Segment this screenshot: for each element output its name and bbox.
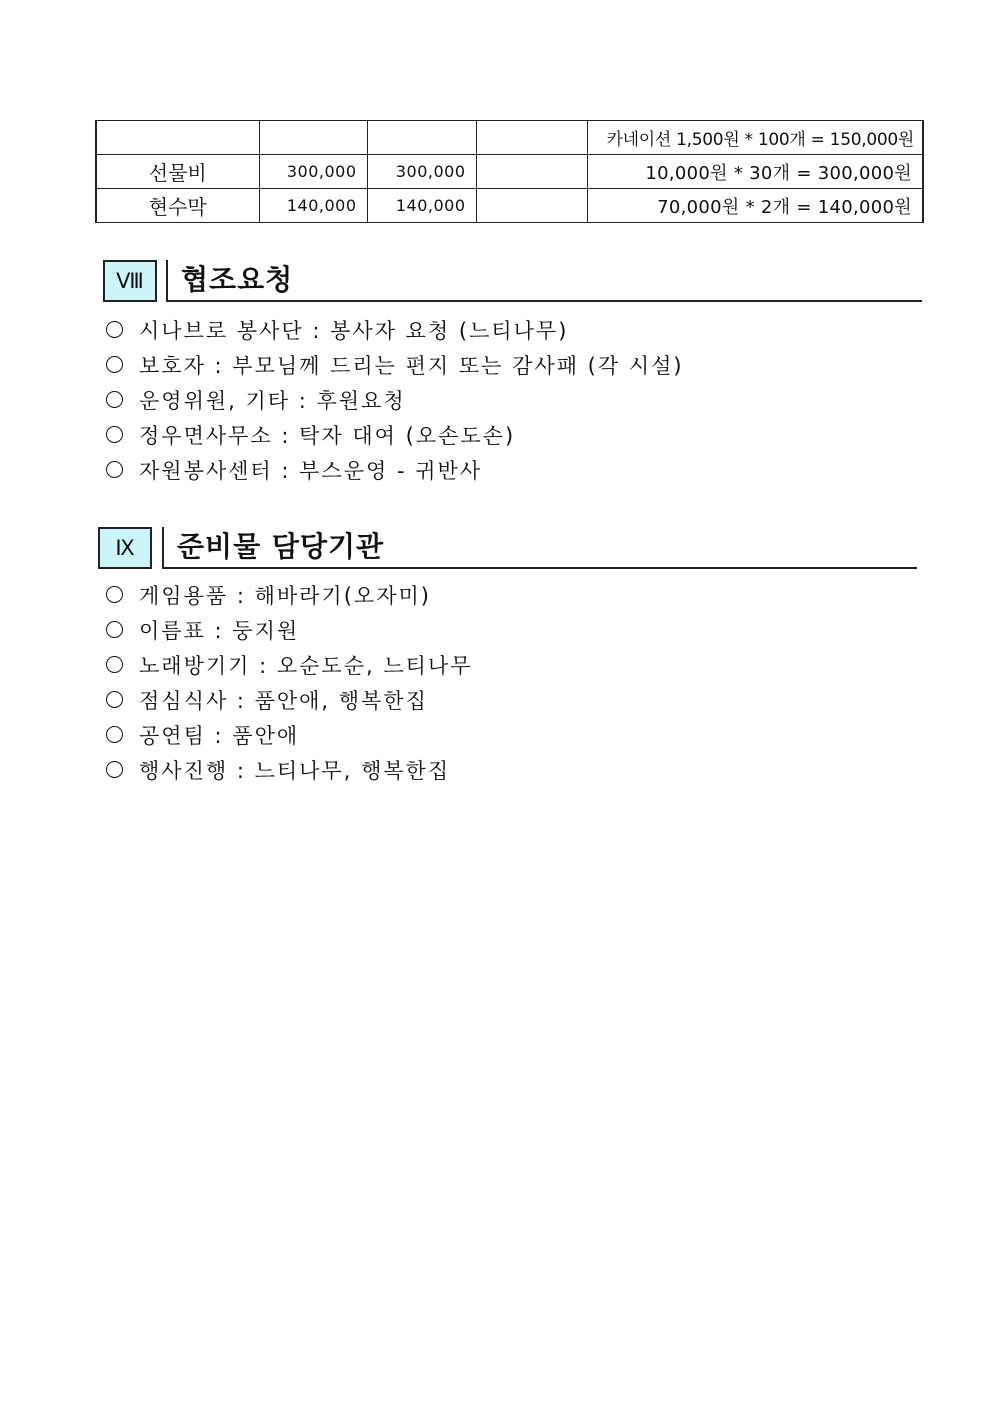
- circle-bullet-icon: [106, 621, 123, 638]
- calculation-note-cell: 10,000원 * 30개 = 300,000원: [587, 155, 923, 189]
- circle-bullet-icon: [106, 461, 123, 478]
- section-9-title: 준비물 담당기관: [177, 530, 385, 563]
- list-item: [106, 452, 684, 487]
- list-item-text: 이름표 : 둥지원: [139, 618, 300, 643]
- heading-rule: [162, 567, 917, 569]
- list-item: [106, 382, 684, 417]
- amount-cell: [476, 189, 587, 223]
- section-8-heading: [0, 260, 992, 310]
- list-item: [106, 647, 473, 682]
- amount-cell: 140,000: [259, 189, 367, 223]
- calculation-note-cell: 카네이션 1,500원 * 100개 = 150,000원: [587, 121, 923, 155]
- circle-bullet-icon: [106, 761, 123, 778]
- list-item: [106, 312, 684, 347]
- circle-bullet-icon: [106, 391, 123, 408]
- list-item-text: 정우면사무소 : 탁자 대여 (오손도손): [139, 423, 516, 448]
- amount-cell: 300,000: [259, 155, 367, 189]
- circle-bullet-icon: [106, 356, 123, 373]
- circle-bullet-icon: [106, 321, 123, 338]
- section-9-numeral: Ⅸ: [98, 527, 152, 569]
- amount-cell: [476, 121, 587, 155]
- list-item: [106, 717, 473, 752]
- item-name-cell: [96, 121, 259, 155]
- table-row: [96, 121, 923, 155]
- section-9-heading: [0, 527, 992, 577]
- circle-bullet-icon: [106, 656, 123, 673]
- heading-divider: [166, 260, 168, 300]
- item-name-cell: 현수막: [96, 189, 259, 223]
- list-item-text: 보호자 : 부모님께 드리는 편지 또는 감사패 (각 시설): [139, 353, 684, 378]
- list-item-text: 운영위원, 기타 : 후원요청: [139, 388, 406, 413]
- section-8-title: 협조요청: [181, 263, 294, 296]
- circle-bullet-icon: [106, 426, 123, 443]
- list-item: [106, 347, 684, 382]
- budget-table: [95, 120, 924, 223]
- section-8-numeral: Ⅷ: [103, 260, 157, 302]
- item-name-cell: 선물비: [96, 155, 259, 189]
- amount-cell: [476, 155, 587, 189]
- list-item: [106, 417, 684, 452]
- list-item: [106, 682, 473, 717]
- list-item-text: 점심식사 : 품안애, 행복한집: [139, 688, 428, 713]
- circle-bullet-icon: [106, 726, 123, 743]
- list-item-text: 시나브로 봉사단 : 봉사자 요청 (느티나무): [139, 318, 569, 343]
- list-item: [106, 577, 473, 612]
- calculation-note-cell: 70,000원 * 2개 = 140,000원: [587, 189, 923, 223]
- circle-bullet-icon: [106, 586, 123, 603]
- amount-cell: [367, 121, 476, 155]
- circle-bullet-icon: [106, 691, 123, 708]
- list-item: [106, 612, 473, 647]
- list-item-text: 행사진행 : 느티나무, 행복한집: [139, 758, 451, 783]
- list-item-text: 공연팀 : 품안애: [139, 723, 300, 748]
- amount-cell: 300,000: [367, 155, 476, 189]
- section-8-list: [106, 312, 684, 487]
- table-row: [96, 189, 923, 223]
- heading-rule: [166, 300, 922, 302]
- amount-cell: [259, 121, 367, 155]
- section-9-list: [106, 577, 473, 787]
- list-item-text: 게임용품 : 해바라기(오자미): [139, 583, 431, 608]
- list-item-text: 자원봉사센터 : 부스운영 - 귀반사: [139, 458, 483, 483]
- heading-divider: [162, 527, 164, 567]
- table-row: [96, 155, 923, 189]
- amount-cell: 140,000: [367, 189, 476, 223]
- list-item: [106, 752, 473, 787]
- list-item-text: 노래방기기 : 오순도순, 느티나무: [139, 653, 473, 678]
